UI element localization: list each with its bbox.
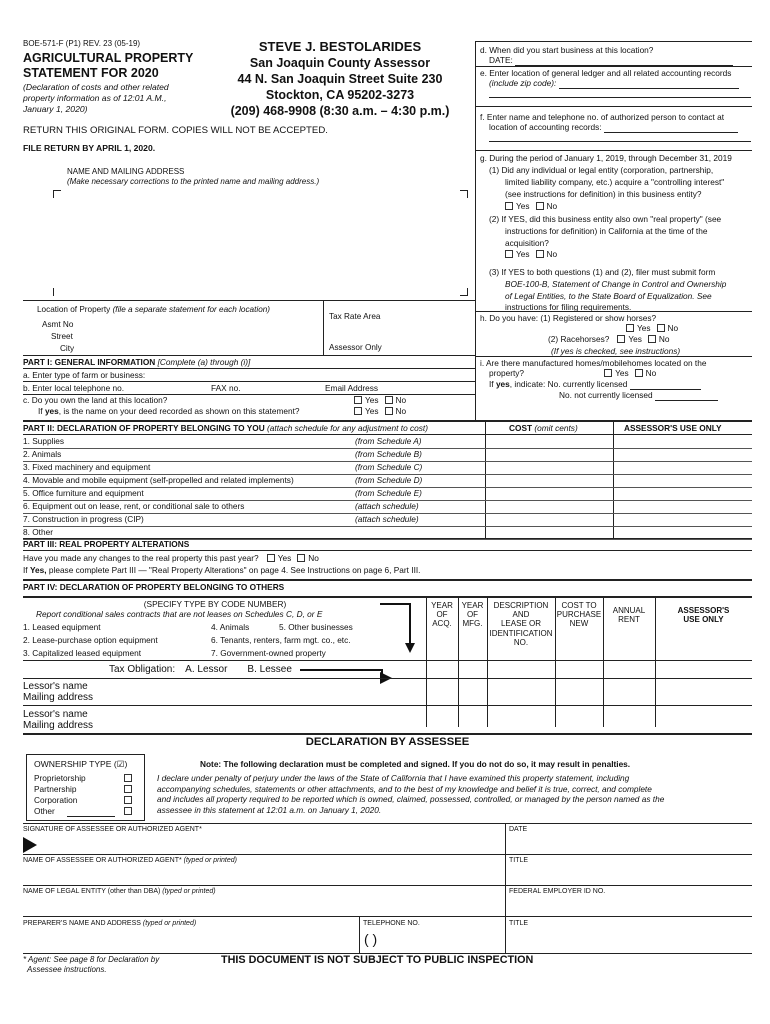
col-year-mfg-1: YEAR — [461, 601, 484, 610]
legal-entity-label — [23, 888, 216, 896]
i-yes-label: Yes — [615, 368, 629, 378]
part1-a: a. Enter type of farm or business: — [23, 370, 146, 380]
part2-item-label: 7. Construction in progress (CIP) — [23, 514, 144, 524]
part3-no-label: No — [308, 553, 319, 563]
part1-b: b. Enter local telephone no. — [23, 383, 125, 393]
question-g2-line2: instructions for definition) in California at the time of the — [505, 226, 708, 236]
question-i-line3 — [489, 380, 701, 390]
tax-obligation-label: Tax Obligation: — [109, 664, 176, 675]
code-5: 5. Other businesses — [279, 622, 353, 632]
part2-item-label: 5. Office furniture and equipment — [23, 488, 144, 498]
cost-header-label: COST — [509, 423, 533, 433]
ownership-partnership — [34, 785, 76, 795]
name-label-text: NAME OF ASSESSEE OR AUTHORIZED AGENT* — [23, 857, 182, 864]
h1-yes-label: Yes — [637, 323, 651, 333]
form-subtitle-line1: (Declaration of costs and other related — [23, 82, 169, 92]
part2-item-schedule: (from Schedule B) — [355, 449, 422, 459]
question-g1-line1: (1) Did any individual or legal entity (corporation, partnership, — [489, 165, 714, 175]
col-description — [487, 601, 555, 647]
fein-label: FEDERAL EMPLOYER ID NO. — [509, 888, 606, 895]
file-return-notice: FILE RETURN BY APRIL 1, 2020. — [23, 143, 156, 153]
farm-type-field[interactable] — [160, 369, 470, 380]
preparer-label — [23, 920, 196, 928]
col-annual-rent — [603, 606, 655, 624]
question-g3-line3 — [505, 292, 712, 302]
lessor-name-2: Lessor's name — [23, 709, 88, 720]
col-year-acq — [426, 601, 458, 629]
col-assessor-1: ASSESSOR'S — [677, 606, 730, 615]
legal-entity-label-text: NAME OF LEGAL ENTITY (other than DBA) — [23, 888, 161, 895]
part2-item-cost-field[interactable] — [487, 436, 611, 448]
part2-item-schedule: (attach schedule) — [355, 501, 419, 511]
signature-label: SIGNATURE OF ASSESSEE OR AUTHORIZED AGENT* — [23, 826, 202, 833]
email-label: Email Address — [325, 383, 379, 393]
name-label-note: (typed or printed) — [183, 857, 237, 864]
assessor-only-label: Assessor Only — [329, 343, 382, 352]
part3-if: If — [23, 565, 28, 575]
col-desc-4: IDENTIFICATION — [489, 628, 553, 638]
question-g3-line3-text: of Legal Entities, to the State Board of Equalization. See — [505, 291, 712, 301]
question-f-label2-text: location of accounting records: — [489, 122, 602, 132]
partnership-checkbox[interactable] — [124, 785, 132, 793]
question-i-line1: i. Are there manufactured homes/mobilehomes located on the — [480, 358, 707, 368]
col-cost-3: NEW — [569, 619, 589, 629]
mailing-address-label: NAME AND MAILING ADDRESS — [67, 167, 185, 176]
question-d-label: d. When did you start business at this location? — [480, 45, 654, 55]
part2-heading-text: PART II: DECLARATION OF PROPERTY BELONGING TO YOU — [23, 423, 265, 433]
proprietorship-label: Proprietorship — [34, 773, 86, 783]
c2-yes-bold: yes — [44, 406, 59, 416]
h1-options — [624, 324, 678, 334]
ledger-location-field[interactable] — [559, 81, 739, 89]
declaration-text-3: and includes all property required to be reported which is owned, claimed, possessed, controlled, or managed by the person named as the — [157, 794, 665, 804]
h2-no-checkbox[interactable] — [648, 335, 656, 343]
part3-yes-label: Yes — [277, 553, 292, 563]
c1-yes-label: Yes — [365, 395, 379, 405]
part3-yes-bold: Yes, — [29, 565, 47, 575]
i-yes-checkbox[interactable] — [604, 369, 612, 377]
part2-item-cost-field[interactable] — [487, 475, 611, 487]
mailing-corner-tl — [53, 190, 61, 198]
question-g3-line4: instructions for filing requirements. — [505, 302, 632, 312]
part2-heading — [23, 424, 428, 434]
contact-person-field[interactable] — [604, 125, 738, 133]
contact-line-2[interactable] — [489, 141, 751, 142]
g2-no-checkbox[interactable] — [536, 250, 544, 258]
col-cost-2: PURCHASE — [556, 610, 602, 620]
return-original-notice: RETURN THIS ORIGINAL FORM. COPIES WILL NOT BE ACCEPTED. — [23, 125, 328, 136]
part2-item-cost-field[interactable] — [487, 488, 611, 500]
col-year-mfg-2: OF — [466, 610, 479, 620]
question-e-note-text: (include zip code): — [489, 78, 557, 88]
part1-heading-text: PART I: GENERAL INFORMATION — [23, 357, 156, 367]
assessor-office: San Joaquin County Assessor — [249, 56, 431, 70]
mailing-corner-br — [460, 288, 468, 296]
part3-no-checkbox[interactable] — [297, 554, 305, 562]
col-desc-3: LEASE OR — [500, 619, 541, 629]
g1-no-checkbox[interactable] — [536, 202, 544, 210]
code-2: 2. Lease-purchase option equipment — [23, 635, 158, 645]
date-field[interactable] — [509, 834, 749, 852]
ledger-line-2[interactable] — [489, 97, 751, 98]
g1-no-label: No — [546, 201, 558, 211]
mailing-corner-bl — [53, 288, 61, 296]
agent-name-field[interactable] — [23, 866, 501, 884]
question-g2-line3: acquisition? — [505, 238, 549, 248]
lessor-option[interactable]: A. Lessor — [185, 664, 228, 675]
fein-field[interactable] — [509, 897, 749, 915]
i-not-licensed-text: No. not currently licensed — [559, 390, 653, 400]
form-subtitle-line3: January 1, 2020) — [23, 104, 88, 114]
tax-obligation — [109, 664, 292, 676]
form-title-line2: STATEMENT FOR 2020 — [23, 66, 159, 80]
h2-racehorses — [548, 335, 670, 345]
c1-no-checkbox[interactable] — [385, 396, 393, 404]
c2-if: If — [38, 406, 43, 416]
c2-yes-label: Yes — [365, 406, 379, 416]
code-7: 7. Government-owned property — [211, 648, 326, 658]
col-cost-1: COST TO — [561, 601, 597, 610]
c2-text: , is the name on your deed recorded as shown on this statement? — [58, 406, 300, 416]
title-label-2: TITLE — [509, 920, 529, 927]
col-desc-1: DESCRIPTION — [493, 601, 549, 610]
part2-item-label: 3. Fixed machinery and equipment — [23, 462, 151, 472]
declaration-text — [157, 773, 747, 815]
signature-field[interactable] — [40, 834, 500, 852]
tax-rate-area-label: Tax Rate Area — [329, 312, 381, 321]
date-label: DATE — [509, 826, 528, 833]
asmt-no-label: Asmt No — [42, 320, 74, 329]
part2-item-label: 8. Other — [23, 527, 53, 537]
part3-yes-checkbox[interactable] — [267, 554, 275, 562]
question-i-line2-text: property? — [489, 368, 525, 378]
c2-options — [352, 407, 406, 417]
c1-options — [352, 396, 406, 406]
corporation-label: Corporation — [34, 795, 78, 805]
g2-yes-checkbox[interactable] — [505, 250, 513, 258]
ownership-other — [34, 807, 55, 817]
question-g3-line2: BOE-100-B, Statement of Change in Control and Ownership — [505, 279, 727, 289]
cost-header — [509, 424, 578, 434]
location-label — [37, 305, 270, 315]
form-id: BOE-571-F (P1) REV. 23 (05-19) — [23, 39, 141, 48]
not-licensed-count-field[interactable] — [655, 393, 718, 401]
question-h-note: (If yes is checked, see instructions) — [551, 346, 681, 356]
part2-item-label: 1. Supplies — [23, 436, 65, 446]
g1-yes-label: Yes — [516, 201, 530, 211]
question-g1-line3: (see instructions for definition) in this business entity? — [505, 189, 702, 199]
part2-item-schedule: (from Schedule C) — [355, 462, 423, 472]
mailing-corner-tr — [460, 190, 468, 198]
col-rent-2: RENT — [618, 615, 640, 625]
col-year-mfg-3: MFG. — [462, 619, 483, 629]
part1-c2 — [38, 407, 300, 417]
code-arrow-icon — [380, 598, 430, 658]
part4-heading: PART IV: DECLARATION OF PROPERTY BELONGING TO OTHERS — [23, 582, 285, 592]
other-label: Other — [34, 806, 55, 816]
part2-item-schedule: (from Schedule A) — [355, 436, 422, 446]
i-no-label: No — [645, 368, 657, 378]
c2-no-checkbox[interactable] — [385, 407, 393, 415]
question-g1-options — [503, 202, 557, 212]
agent-note-2: Assessee instructions. — [27, 965, 107, 974]
col-assessor-use — [655, 606, 752, 624]
part2-item-schedule: (attach schedule) — [355, 514, 419, 524]
preparer-label-text: PREPARER'S NAME AND ADDRESS — [23, 920, 141, 927]
assessor-use-header: ASSESSOR'S USE ONLY — [624, 423, 722, 433]
assessor-block — [210, 38, 470, 119]
part4-report: Report conditional sales contracts that are not leases on Schedules C, D, or E — [36, 609, 323, 619]
code-1: 1. Leased equipment — [23, 622, 101, 632]
mailing-address-1: Mailing address — [23, 692, 94, 703]
ownership-corporation — [34, 796, 77, 806]
location-label-note: (file a separate statement for each location) — [112, 305, 271, 314]
code-6: 6. Tenants, renters, farm mgt. co., etc. — [211, 635, 351, 645]
fax-label: FAX no. — [211, 383, 241, 393]
col-rent-1: ANNUAL — [612, 606, 646, 615]
part4-specify: (SPECIFY TYPE BY CODE NUMBER) — [143, 599, 287, 609]
legal-entity-label-note: (typed or printed) — [162, 888, 216, 895]
g1-yes-checkbox[interactable] — [505, 202, 513, 210]
part1-heading — [23, 358, 250, 368]
part3-heading: PART III: REAL PROPERTY ALTERATIONS — [23, 539, 190, 549]
assessor-city: Stockton, CA 95202-3273 — [265, 88, 415, 102]
question-e-note[interactable] — [489, 79, 739, 89]
preparer-title-field[interactable] — [509, 929, 749, 951]
part2-heading-note: (attach schedule for any adjustment to cost) — [267, 423, 428, 433]
question-h-label: h. Do you have: (1) Registered or show horses? — [480, 313, 657, 323]
licensed-count-field[interactable] — [630, 382, 701, 390]
h2-racehorses-label: (2) Racehorses? — [548, 334, 610, 344]
declaration-text-1: I declare under penalty of perjury under the laws of the State of California that I have examined this property statement, including — [157, 773, 630, 783]
lessor-2-field[interactable] — [110, 707, 426, 731]
code-4: 4. Animals — [211, 622, 250, 632]
col-desc-2: AND — [512, 610, 530, 620]
i-no-checkbox[interactable] — [635, 369, 643, 377]
part3-if-yes — [23, 566, 421, 576]
mailing-address-area[interactable] — [62, 198, 458, 288]
col-desc-5: NO. — [513, 637, 529, 647]
title-field[interactable] — [509, 866, 749, 884]
preparer-field[interactable] — [23, 929, 355, 951]
question-g2-options — [503, 250, 557, 260]
ownership-type-label: OWNERSHIP TYPE (☑) — [34, 759, 128, 769]
corporation-checkbox[interactable] — [124, 796, 132, 804]
part1-heading-note: [Complete (a) through (i)] — [157, 357, 251, 367]
other-underline[interactable] — [67, 816, 115, 817]
i-indicate-text: , indicate: No. currently licensed — [509, 379, 628, 389]
cost-header-note: (omit cents) — [534, 423, 578, 433]
partnership-label: Partnership — [34, 784, 77, 794]
lessor-name-1: Lessor's name — [23, 681, 88, 692]
assessor-name: STEVE J. BESTOLARIDES — [258, 39, 422, 54]
part2-row-divider — [23, 526, 752, 527]
c2-no-label: No — [395, 406, 407, 416]
part2-item-label: 2. Animals — [23, 449, 62, 459]
question-g1-line2: limited liability company, etc.) acquire a "controlling interest" — [505, 177, 725, 187]
form-title-line1: AGRICULTURAL PROPERTY — [23, 51, 194, 65]
part2-item-cost-field[interactable] — [487, 449, 611, 461]
name-label — [23, 857, 237, 865]
assessor-address: 44 N. San Joaquin Street Suite 230 — [237, 72, 443, 86]
form-subtitle-line2: property information as of 12:01 A.M., — [23, 93, 167, 103]
question-d-date[interactable] — [489, 56, 733, 66]
other-checkbox[interactable] — [124, 807, 132, 815]
mailing-address-2: Mailing address — [23, 720, 94, 731]
assessor-phone: (209) 468-9908 (8:30 a.m. – 4:30 p.m.) — [230, 104, 450, 118]
question-e-label: e. Enter location of general ledger and all related accounting records — [480, 68, 732, 78]
h2-no-label: No — [658, 334, 670, 344]
part2-item-schedule: (from Schedule D) — [355, 475, 423, 485]
part3-question-text: Have you made any changes to the real property this past year? — [23, 553, 259, 563]
g2-yes-label: Yes — [516, 249, 530, 259]
g2-no-label: No — [546, 249, 558, 259]
part1-c1: c. Do you own the land at this location? — [23, 395, 168, 405]
phone-area-code[interactable]: ( ) — [364, 931, 378, 947]
sign-here-arrow-icon — [23, 837, 37, 853]
question-g-label: g. During the period of January 1, 2019, through December 31, 2019 — [480, 153, 732, 163]
h1-no-checkbox[interactable] — [657, 324, 665, 332]
question-f-label2[interactable] — [489, 123, 738, 133]
street-label: Street — [51, 332, 73, 341]
declaration-text-4: assessee in this statement at 12:01 a.m. on January 1, 2020. — [157, 804, 382, 815]
col-year-acq-2: OF — [436, 610, 448, 620]
h2-yes-checkbox[interactable] — [617, 335, 625, 343]
lessee-option[interactable]: B. Lessee — [247, 664, 292, 675]
question-f-label: f. Enter name and telephone no. of authorized person to contact at — [480, 112, 725, 122]
question-g3-line1: (3) If YES to both questions (1) and (2), filer must submit form — [489, 267, 716, 277]
question-g2-line1: (2) If YES, did this business entity also own "real property" (see — [489, 214, 722, 224]
agent-note-1: * Agent: See page 8 for Declaration by — [23, 955, 160, 964]
h2-yes-label: Yes — [628, 334, 642, 344]
col-assessor-2: USE ONLY — [683, 615, 724, 625]
city-label: City — [60, 344, 75, 353]
lessor-1-field[interactable] — [110, 679, 426, 703]
part2-item-cost-field[interactable] — [487, 514, 611, 526]
ownership-proprietorship — [34, 774, 86, 784]
start-date-field[interactable] — [515, 58, 733, 66]
i-if-text: If — [489, 379, 494, 389]
code-3: 3. Capitalized leased equipment — [23, 648, 142, 658]
part3-question — [23, 554, 319, 564]
col-year-acq-3: ACQ. — [432, 619, 452, 629]
part2-item-label: 6. Equipment out on lease, rent, or conditional sale to others — [23, 501, 245, 511]
col-year-mfg — [458, 601, 487, 629]
declaration-note: Note: The following declaration must be completed and signed. If you do not do so, it may result in penalties. — [200, 759, 631, 769]
part2-item-cost-field[interactable] — [487, 462, 611, 474]
legal-entity-field[interactable] — [23, 897, 501, 915]
part3-if-yes-text: please complete Part III — "Real Property Alterations" on page 4. See Instructions on page 6, Part III. — [46, 565, 421, 575]
location-label-text: Location of Property — [37, 305, 111, 314]
part2-item-cost-field[interactable] — [487, 501, 611, 513]
col-cost-new — [555, 601, 603, 629]
question-i-line4 — [559, 391, 718, 401]
declaration-text-2: accompanying schedules, statements or other attachments, and to the best of my knowledge and belief it is true, correct, and complete — [157, 783, 652, 794]
preparer-label-note: (typed or printed) — [142, 920, 197, 927]
i-yes-bold: yes — [495, 379, 510, 389]
mailing-address-note: (Make necessary corrections to the printed name and mailing address.) — [67, 177, 320, 186]
part2-item-schedule: (from Schedule E) — [355, 488, 422, 498]
h1-yes-checkbox[interactable] — [626, 324, 634, 332]
part2-item-label: 4. Movable and mobile equipment (self-propelled and related implements) — [23, 475, 294, 485]
proprietorship-checkbox[interactable] — [124, 774, 132, 782]
question-d-date-label: DATE: — [489, 55, 513, 65]
question-i-line2 — [489, 369, 656, 379]
c1-yes-checkbox[interactable] — [354, 396, 362, 404]
col-year-acq-1: YEAR — [431, 601, 453, 610]
public-inspection-note: THIS DOCUMENT IS NOT SUBJECT TO PUBLIC INSPECTION — [221, 954, 534, 966]
c1-no-label: No — [395, 395, 407, 405]
c2-yes-checkbox[interactable] — [354, 407, 362, 415]
h1-no-label: No — [667, 323, 679, 333]
telephone-label: TELEPHONE NO. — [363, 920, 420, 927]
declaration-heading: DECLARATION BY ASSESSEE — [305, 736, 470, 748]
title-label: TITLE — [509, 857, 529, 864]
